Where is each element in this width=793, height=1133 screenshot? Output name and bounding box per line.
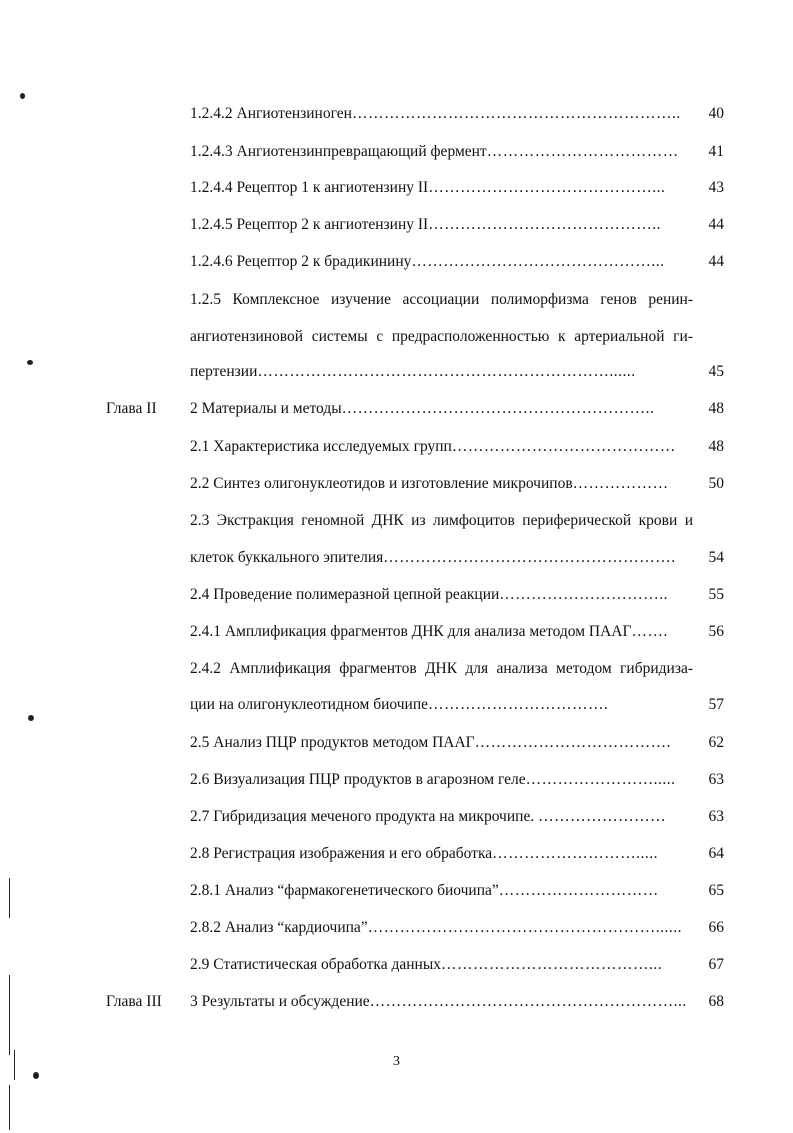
scan-binding-line — [9, 1085, 10, 1130]
dot-leader: ……………………..... — [525, 771, 676, 788]
toc-entry-title: 2.1 Характеристика исследуемых групп…………………………………… — [190, 438, 676, 455]
toc-entry-title: 2.4.1 Амплификация фрагментов ДНК для анализа методом ПААГ……. — [190, 623, 668, 640]
dot-leader: …………………………………….. — [428, 216, 661, 233]
toc-page-number: 44 — [708, 216, 724, 233]
toc-row — [0, 213, 793, 237]
chapter-label: Глава III — [106, 993, 162, 1010]
dot-leader: ………………………… — [498, 882, 659, 899]
toc-entry-title: 2 Материалы и методы………………………………………………….. — [190, 400, 655, 417]
dot-leader: …………………… — [538, 808, 667, 825]
toc-entry-title: 1.2.4.6 Рецептор 2 к брадикинину………………………………………... — [190, 253, 665, 270]
toc-page-number: 43 — [708, 179, 724, 196]
scan-punch-mark — [27, 360, 33, 365]
toc-row — [0, 397, 793, 421]
toc-page-number: 54 — [708, 549, 724, 566]
toc-row — [0, 435, 793, 459]
scan-punch-mark — [28, 715, 34, 721]
scan-binding-line — [9, 975, 10, 1055]
toc-row — [0, 768, 793, 792]
toc-row — [0, 990, 793, 1014]
scan-binding-line — [14, 1050, 15, 1080]
toc-row — [0, 916, 793, 940]
toc-page-number: 41 — [708, 143, 724, 160]
toc-page-number: 44 — [708, 253, 724, 270]
toc-row — [0, 620, 793, 644]
dot-leader: …………………………………... — [441, 956, 663, 973]
toc-page-number: 40 — [708, 105, 724, 122]
toc-row — [0, 546, 793, 570]
toc-entry-title: 1.2.4.2 Ангиотензиноген…………………………………………………….. — [190, 105, 681, 122]
chapter-label: Глава II — [106, 400, 157, 417]
toc-page-number: 63 — [708, 808, 724, 825]
dot-leader: …………………………………………………………...... — [257, 363, 636, 380]
dot-leader: ………………………………………………….. — [341, 400, 655, 417]
toc-row — [0, 250, 793, 274]
toc-entry-title: 2.7 Гибридизация меченого продукта на микрочипе. …………………… — [190, 808, 667, 825]
toc-row — [0, 509, 793, 533]
dot-leader: ……. — [631, 623, 668, 640]
scan-punch-mark — [33, 1072, 39, 1079]
dot-leader: …………………………………………………….. — [351, 105, 681, 122]
toc-row — [0, 731, 793, 755]
dot-leader: ………………………………. — [474, 734, 671, 751]
dot-leader: ………………………………………... — [411, 253, 665, 270]
scan-punch-mark — [20, 93, 25, 99]
toc-page-number: 57 — [708, 696, 724, 713]
toc-row — [0, 102, 793, 126]
toc-row — [0, 842, 793, 866]
toc-row — [0, 360, 793, 384]
toc-page-number: 67 — [708, 956, 724, 973]
toc-entry-title: 2.8.1 Анализ “фармакогенетического биочипа”………………………… — [190, 882, 659, 899]
dot-leader: …………………………………………………... — [369, 993, 687, 1010]
dot-leader: ………………………….. — [499, 586, 669, 603]
toc-row — [0, 879, 793, 903]
toc-entry-title: 2.8.2 Анализ “кардиочипа”………………………………………………...... — [190, 919, 682, 936]
toc-entry-text-line: 2.3 Экстракция геномной ДНК из лимфоцитов периферической крови и — [190, 512, 693, 529]
scan-binding-line — [9, 878, 10, 918]
dot-leader: ……………… — [572, 475, 669, 492]
toc-entry-title: 3 Результаты и обсуждение…………………………………………………... — [190, 993, 687, 1010]
toc-entry-text-line: 2.4.2 Амплификация фрагментов ДНК для анализа методом гибридиза- — [190, 660, 693, 677]
toc-entry-title: 2.5 Анализ ПЦР продуктов методом ПААГ………………………………. — [190, 734, 671, 751]
toc-row — [0, 805, 793, 829]
dot-leader: ………………………………………………. — [383, 549, 676, 566]
toc-page-number: 45 — [708, 363, 724, 380]
toc-entry-title: 2.6 Визуализация ПЦР продуктов в агарозном геле……………………..... — [190, 771, 676, 788]
toc-entry-title: 2.8 Регистрация изображения и его обработка………………………..... — [190, 845, 659, 862]
toc-page-number: 63 — [708, 771, 724, 788]
toc-page-number: 48 — [708, 438, 724, 455]
toc-entry-text-line: ангиотензиновой системы с предрасположенностью к артериальной ги- — [190, 328, 693, 345]
toc-entry-title: ции на олигонуклеотидном биочипе……………………………. — [190, 696, 609, 713]
toc-row — [0, 176, 793, 200]
toc-page-number: 56 — [708, 623, 724, 640]
toc-page-number: 65 — [708, 882, 724, 899]
dot-leader: ………………………………………………...... — [367, 919, 682, 936]
dot-leader: …………………………………… — [451, 438, 676, 455]
toc-page-number: 68 — [708, 993, 724, 1010]
toc-entry-title: 1.2.4.3 Ангиотензинпревращающий фермент……………………………… — [190, 143, 679, 160]
toc-row — [0, 583, 793, 607]
toc-entry-title: клеток буккального эпителия………………………………………………. — [190, 549, 676, 566]
page-number: 3 — [393, 1054, 400, 1069]
toc-row — [0, 140, 793, 164]
dot-leader: ……………………………. — [428, 696, 609, 713]
toc-row — [0, 693, 793, 717]
toc-page-number: 55 — [708, 586, 724, 603]
toc-page-number: 66 — [708, 919, 724, 936]
toc-entry-title: 2.9 Статистическая обработка данных…………………………………... — [190, 956, 663, 973]
toc-page-number: 62 — [708, 734, 724, 751]
toc-entry-title: 2.4 Проведение полимеразной цепной реакции………………………….. — [190, 586, 669, 603]
toc-row — [0, 657, 793, 681]
dot-leader: ………………………..... — [492, 845, 659, 862]
dot-leader: ……………………………… — [486, 143, 679, 160]
toc-entry-title: 1.2.4.5 Рецептор 2 к ангиотензину II…………………………………….. — [190, 216, 661, 233]
toc-entry-title: 1.2.4.4 Рецептор 1 к ангиотензину II……………………………………... — [190, 179, 666, 196]
toc-row — [0, 325, 793, 349]
toc-page-number: 50 — [708, 475, 724, 492]
toc-entry-title: пертензии…………………………………………………………...... — [190, 363, 636, 380]
toc-entry-text-line: 1.2.5 Комплексное изучение ассоциации полиморфизма генов ренин- — [190, 291, 693, 308]
toc-row — [0, 472, 793, 496]
toc-entry-title: 2.2 Синтез олигонуклеотидов и изготовление микрочипов……………… — [190, 475, 669, 492]
dot-leader: ……………………………………... — [428, 179, 666, 196]
toc-row — [0, 288, 793, 312]
toc-row — [0, 953, 793, 977]
toc-page-number: 48 — [708, 400, 724, 417]
toc-page-number: 64 — [708, 845, 724, 862]
